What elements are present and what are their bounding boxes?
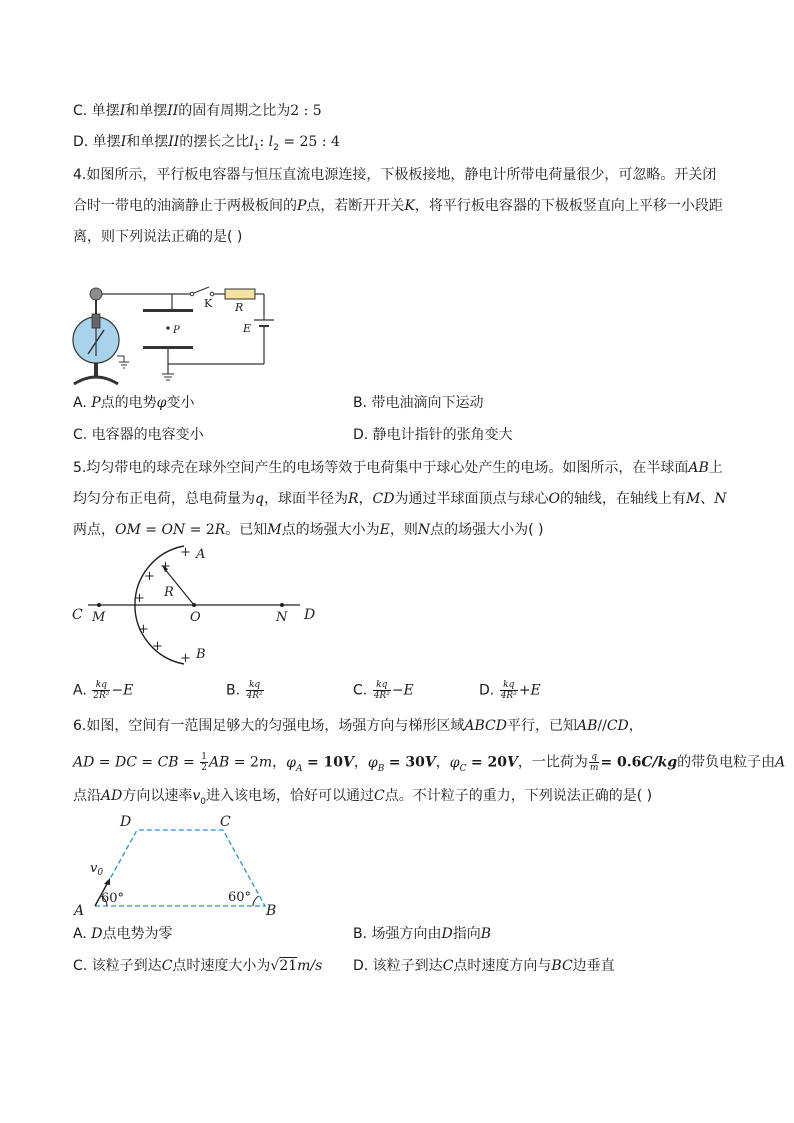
svg-text:+: + [180,651,191,666]
q3-option-d: D. 单摆I和单摆II的摆长之比$l_1$: $l_2 = 25$ : 4 [73,134,340,153]
label-d: D [304,607,316,623]
q6-option-d[interactable]: D. 该粒子到达C点时速度方向与BC边垂直 [353,958,615,974]
svg-text:+: + [160,559,171,574]
q4-stem-line3: 离，则下列说法正确的是( ) [73,229,243,245]
point-o [192,603,196,607]
q5-hemisphere-diagram [68,542,328,668]
q4-option-c[interactable]: C. 电容器的电容变小 [73,427,204,443]
oil-drop-point [166,326,169,329]
q5-stem-line2: 均匀分布正电荷，总电荷量为q，球面半径为R，CD为通过半球面顶点与球心O的轴线，在轴线上有M、N [73,491,727,507]
v0-label: $v_0$ [90,861,104,878]
capacitor-top-plate [143,309,193,312]
label-o: O [190,610,201,625]
q4-capacitor-circuit-diagram [68,284,278,388]
q5-option-a[interactable]: A. $\frac{kq}{\text{2R²}}$ −E [73,680,134,701]
svg-text:+: + [152,639,163,654]
svg-text:+: + [134,591,145,606]
point-m [97,603,101,607]
q4-stem-line2: 合时一带电的油滴静止于两极板间的P点，若断开开关K，将平行板电容器的下极板竖直向上平移一小段距 [73,198,723,214]
svg-text:+: + [180,545,191,560]
label-d: D [120,814,132,830]
q4-option-b[interactable]: B. 带电油滴向下运动 [353,395,484,411]
q6-option-c[interactable]: C. 该粒子到达C点时速度大小为√21m/s [73,958,323,974]
label-b: B [266,903,277,919]
q5-stem-line3: 两点，OM = ON = 2R。已知M点的场强大小为E，则N点的场强大小为( ) [73,522,544,538]
q6-option-a[interactable]: A. D点电势为零 [73,926,173,942]
resistor-r-label: R [235,301,244,314]
label-c: C [72,607,83,623]
label-a: A [74,903,85,919]
svg-text:+: + [144,569,155,584]
point-n [280,603,284,607]
q5-option-c[interactable]: C. $\frac{kq}{\text{4R²}}$ −E [353,680,414,701]
label-c: C [220,814,231,830]
q3-option-c: C. 单摆I和单摆II的固有周期之比为2 : 5 [73,103,322,119]
switch-k-label: K [204,297,213,310]
q5-option-d[interactable]: D. $\frac{kq}{\text{4R²}}$ +E [479,680,541,701]
electroscope-knob [90,288,102,300]
battery-e-label: E [243,322,252,335]
angle-b-label: 60° [228,890,252,905]
q5-stem-line1: 5.均匀带电的球壳在球外空间产生的电场等效于电荷集中于球心处产生的电场。如图所示，在半球面AB上 [73,460,723,476]
label-a: A [196,547,206,562]
q4-option-d[interactable]: D. 静电计指针的张角变大 [353,427,513,443]
q6-stem-line2: AD = DC = CB = $\frac{1}{2}$ AB = 2m，$\varphi_A = 10V$，$\varphi_B = 30V$，$\varphi_C = 20V$，一比荷为 $\frac{q}{m}$ = 0.6C/kg的带负电粒子由A [73,752,786,774]
label-m: M [92,610,106,625]
q4-option-a[interactable]: A. P点的电势φ变小 [73,395,195,411]
q6-stem-line1: 6.如图，空间有一范围足够大的匀强电场，场强方向与梯形区域ABCD平行，已知AB//CD， [73,718,643,734]
q4-stem-line1: 4.如图所示，平行板电容器与恒压直流电源连接，下极板接地，静电计所带电荷量很少，可忽略。开关闭 [73,167,717,183]
label-b: B [196,647,206,662]
q5-option-b[interactable]: B. $\frac{kq}{\text{4R²}}$ [226,680,263,701]
point-p-label: P [173,325,180,336]
svg-text:+: + [138,622,149,637]
switch-k [194,287,209,293]
angle-a-label: 60° [101,891,125,906]
label-n: N [276,610,288,625]
radius-r-label: R [164,585,174,600]
q6-option-b[interactable]: B. 场强方向由D指向B [353,926,492,942]
resistor-r [225,289,255,299]
q6-trapezoid-diagram [68,810,288,920]
capacitor-bottom-plate [143,346,193,349]
q6-stem-line3: 点沿AD方向以速率$v_0$进入该电场，恰好可以通过C点。不计粒子的重力，下列说法正确的是( ) [73,788,653,807]
